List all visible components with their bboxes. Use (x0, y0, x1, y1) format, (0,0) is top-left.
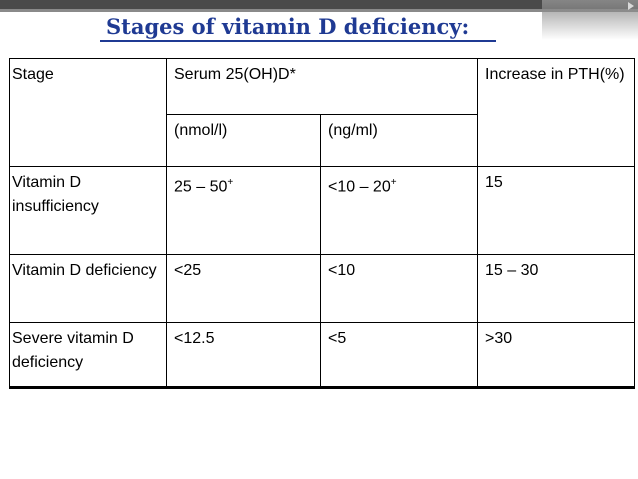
ngml-value: <5 (328, 330, 347, 347)
ngml-cell (321, 323, 478, 389)
pth-value: >30 (485, 330, 513, 347)
header-stage-cell (10, 59, 167, 167)
stage-cell (10, 255, 167, 323)
pth-value: 15 – 30 (485, 262, 539, 279)
ngml-cell (321, 167, 478, 255)
nmol-value: <12.5 (174, 330, 215, 347)
nmol-value: <25 (174, 262, 202, 279)
pth-cell (478, 167, 635, 255)
slide-title: Stages of vitamin D deficiency: (106, 14, 470, 39)
table-row (10, 167, 635, 255)
ngml-cell (321, 255, 478, 323)
table-header-row (10, 59, 635, 115)
stage-label: Severe vitamin D deficiency (12, 330, 134, 371)
header-nmol-cell (167, 115, 321, 167)
header-ngml-cell (321, 115, 478, 167)
nmol-superscript: + (227, 177, 234, 188)
header-stage-label: Stage (12, 66, 54, 83)
corner-arrow-icon (628, 2, 634, 10)
stage-label: Vitamin D deficiency (12, 262, 157, 279)
nmol-cell (167, 323, 321, 389)
header-serum-cell (167, 59, 478, 115)
ngml-value: <10 (328, 262, 356, 279)
corner-shadow (542, 0, 638, 40)
header-pth-label: Increase in PTH(%) (485, 66, 625, 83)
header-nmol-label: (nmol/l) (174, 122, 228, 139)
nmol-cell (167, 255, 321, 323)
header-pth-cell (478, 59, 635, 167)
table-row (10, 323, 635, 389)
ngml-superscript: + (390, 177, 397, 188)
pth-cell (478, 323, 635, 389)
table-bottom-border (9, 386, 634, 389)
vitamin-d-stage-table (9, 58, 635, 389)
stage-label: Vitamin D insufficiency (12, 174, 99, 215)
title-underline (100, 40, 496, 42)
pth-cell (478, 255, 635, 323)
pth-value: 15 (485, 174, 503, 191)
nmol-value: 25 – 50 (174, 178, 228, 196)
stage-cell (10, 167, 167, 255)
nmol-cell (167, 167, 321, 255)
ngml-value: <10 – 20 (328, 178, 391, 196)
stage-cell (10, 323, 167, 389)
table-row (10, 255, 635, 323)
header-ngml-label: (ng/ml) (328, 122, 378, 139)
header-serum-label: Serum 25(OH)D* (174, 66, 296, 83)
